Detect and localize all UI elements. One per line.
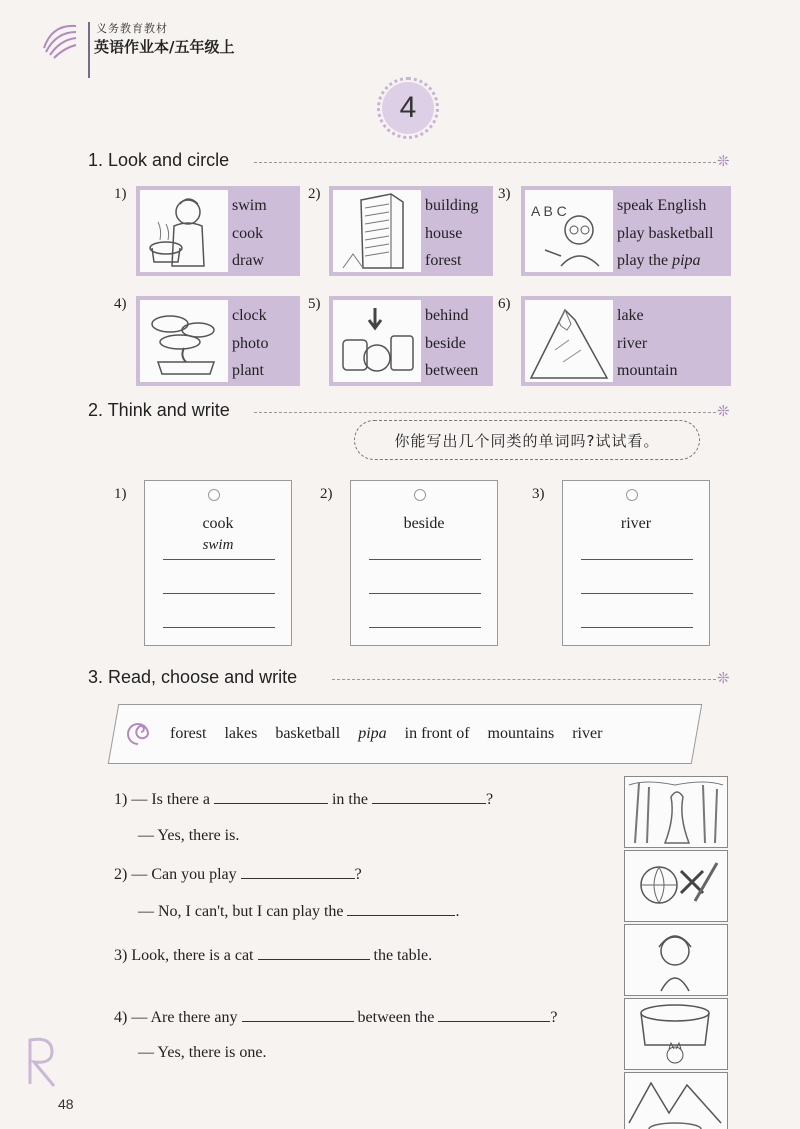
word-option[interactable]: swim [232,197,267,214]
card2-number: 2) [308,186,321,202]
card4-words [232,302,268,385]
answer-blank[interactable] [214,790,328,804]
word-option[interactable]: clock [232,307,267,324]
svg-text:A B C: A B C [531,203,567,219]
question-number: 1) [114,791,128,808]
tag-hole [414,489,426,501]
answer-line-3[interactable] [163,627,275,628]
cooking-woman-image [140,190,228,272]
word-option[interactable]: photo [232,334,269,352]
unit-number: 4 [399,91,417,124]
word-option[interactable]: cook [232,224,264,242]
forest-river-image [624,776,728,848]
question-number: 3) [114,947,128,964]
tag-hole [208,489,220,501]
question-text: between the [357,1009,435,1026]
question-text: — Can you play [131,866,237,883]
word-option[interactable]: mountain [617,362,678,379]
book-title-text: 英语作业本 [94,38,170,56]
question-text: ? [485,791,494,808]
section2-title: 2. Think and write [88,400,230,420]
word-option[interactable]: speak English [617,197,707,214]
girl-image [624,924,728,996]
tall-building-image [333,190,421,272]
hint-bubble: 你能写出几个同类的单词吗?试试看。 [354,420,700,460]
word-option[interactable]: forest [425,252,462,269]
word-tag-1 [144,480,292,646]
answer-line-2[interactable] [163,593,275,594]
question-4-answer: — Yes, there is one. [138,1044,267,1061]
picture-strip [624,776,728,1129]
question-number: 4) [114,1009,128,1026]
section3-title: 3. Read, choose and write [88,667,298,687]
card6-number: 6) [498,296,511,312]
card5-words [425,302,478,385]
header-divider [88,22,90,78]
tag-example-answer: swim [202,537,234,553]
answer-line-3[interactable] [581,627,693,628]
bonsai-plant-image [140,300,228,382]
boy-abc-image [525,190,613,272]
answer-blank[interactable] [241,865,355,879]
question-text: Look, there is a cat [131,947,254,964]
answer-blank[interactable] [242,1008,354,1022]
section1-rule [254,162,716,163]
word-option[interactable]: house [425,224,463,242]
answer-line-1[interactable] [369,559,481,560]
bank-word: lakes [224,725,258,742]
question-4 [114,1008,557,1027]
card1-number: 1) [114,186,127,202]
card5-number: 5) [308,296,321,312]
flower-icon: ❊ [717,669,730,687]
word-bank [170,725,602,743]
circle-card-2 [329,186,493,276]
tag2-number: 2) [320,486,333,502]
answer-line-1[interactable] [163,559,275,560]
card3-words [617,192,713,275]
book-title [94,36,235,57]
question-text: — Is there a [131,791,210,808]
swirl-icon [118,714,158,754]
book-grade: /五年级上 [169,38,235,56]
word-option[interactable]: beside [425,334,466,352]
circle-card-6 [521,296,731,386]
word-option-italic: pipa [672,252,701,269]
answer-blank[interactable] [258,946,370,960]
question-text: ? [550,1009,558,1026]
page-number: 48 [58,1096,74,1112]
card3-number: 3) [498,186,511,202]
card2-words [425,192,478,275]
circle-card-3 [521,186,731,276]
word-option[interactable]: play basketball [617,224,714,242]
section2-rule [254,412,716,413]
answer-blank[interactable] [372,790,486,804]
tag1-number: 1) [114,486,127,502]
circle-card-5 [329,296,493,386]
tag3-number: 3) [532,486,545,502]
tag-hole [626,489,638,501]
answer-line-2[interactable] [581,593,693,594]
question-text: the table. [373,947,433,964]
mountain-lake-image [624,1072,728,1129]
unit-badge [382,82,434,134]
series-name: 义务教育教材 [96,22,168,35]
question-1-answer: — Yes, there is. [138,827,240,844]
word-option[interactable]: lake [617,307,644,324]
tag-word: river [620,515,652,532]
mountain-image [525,300,613,382]
bank-word: in front of [404,725,470,742]
answer-line-3[interactable] [369,627,481,628]
card6-words [617,302,677,385]
publisher-logo-icon [38,18,82,62]
word-option[interactable]: river [617,334,648,352]
answer-blank[interactable] [438,1008,550,1022]
question-text: — Are there any [131,1009,238,1026]
word-option[interactable] [617,247,713,275]
table-cat-image [624,998,728,1070]
corner-decoration-icon [22,1032,62,1088]
bank-word: river [572,725,603,742]
question-1 [114,790,493,809]
word-tag-3 [562,480,710,646]
circle-card-4 [136,296,300,386]
question-text: in the [331,791,368,808]
page-header [38,14,298,74]
word-option[interactable]: building [425,197,479,214]
word-option[interactable]: plant [232,362,264,379]
word-tag-2 [350,480,498,646]
question-text: . [455,903,460,920]
question-text: ? [354,866,362,883]
answer-line-2[interactable] [369,593,481,594]
bank-word: basketball [275,725,341,742]
bank-word: mountains [487,725,555,742]
question-text: — No, I can't, but I can play the [138,903,344,920]
tag-word: beside [403,515,445,532]
bank-word: pipa [358,725,387,742]
word-option[interactable]: draw [232,252,264,269]
card4-number: 4) [114,296,127,312]
card1-words [232,192,267,275]
bank-word: forest [170,725,207,742]
tag-word: cook [202,515,234,532]
question-2-answer [138,902,459,921]
question-3 [114,946,432,965]
word-option[interactable]: between [425,362,479,379]
circle-card-1 [136,186,300,276]
flower-icon: ❊ [717,402,730,420]
flower-icon: ❊ [717,152,730,170]
answer-blank[interactable] [347,902,455,916]
word-option-text: play the [617,252,669,269]
answer-line-1[interactable] [581,559,693,560]
question-number: 2) [114,866,128,883]
ball-cross-image [624,850,728,922]
question-2 [114,865,362,884]
word-option[interactable]: behind [425,307,469,324]
section1-title: 1. Look and circle [88,150,230,170]
section3-rule [332,679,716,680]
bags-arrow-image [333,300,421,382]
